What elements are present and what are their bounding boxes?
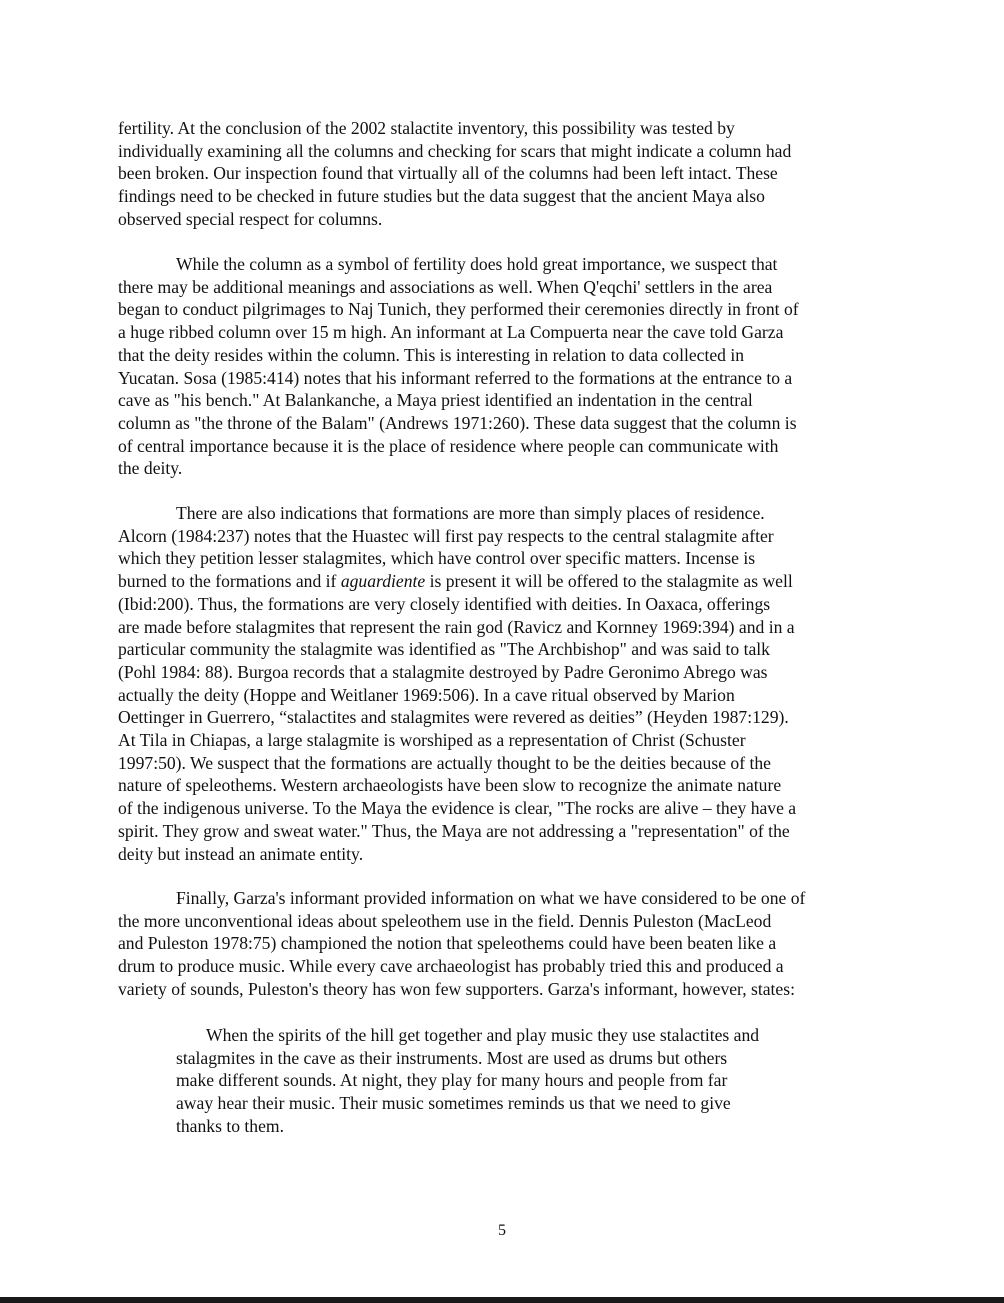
text-line: are made before stalagmites that represent the rain god (Ravicz and Kornney 1969:394) and in a (118, 616, 795, 637)
text-line: (Pohl 1984: 88). Burgoa records that a stalagmite destroyed by Padre Geronimo Abrego was (118, 661, 768, 682)
paragraph-1 (118, 117, 888, 231)
text-line: Oettinger in Guerrero, “stalactites and stalagmites were revered as deities” (Heyden 1987:129). (118, 707, 789, 728)
text-line: variety of sounds, Puleston's theory has won few supporters. Garza's informant, however, states: (118, 978, 795, 999)
text-line: of the indigenous universe. To the Maya the evidence is clear, "The rocks are alive – they have a (118, 798, 797, 819)
text-line: Yucatan. Sosa (1985:414) notes that his informant referred to the formations at the entrance to a (118, 367, 793, 388)
paragraph-3 (118, 502, 888, 865)
text-line: a huge ribbed column over 15 m high. An informant at La Compuerta near the cave told Garza (118, 322, 784, 343)
paragraph-2 (118, 253, 888, 480)
italic-term: aguardiente (340, 571, 426, 592)
text-line: began to conduct pilgrimages to Naj Tunich, they performed their ceremonies directly in front of (118, 299, 799, 320)
text-line: (Ibid:200). Thus, the formations are very closely identified with deities. In Oaxaca, offerings (118, 593, 771, 614)
text-line: there may be additional meanings and associations as well. When Q'eqchi' settlers in the area (118, 276, 773, 297)
paragraph-4 (118, 887, 888, 1001)
text-line: been broken. Our inspection found that virtually all of the columns had been left intact. These (118, 163, 778, 184)
quote-line: When the spirits of the hill get together and play music they use stalactites and (206, 1025, 760, 1045)
text-line: nature of speleothems. Western archaeologists have been slow to recognize the animate nature (118, 775, 782, 796)
text-segment: burned to the formations and if (118, 571, 341, 592)
text-line: drum to produce music. While every cave archaeologist has probably tried this and produced a (118, 956, 784, 977)
text-line-with-italic (118, 570, 888, 593)
text-line: cave as "his bench." At Balankanche, a Maya priest identified an indentation in the central (118, 390, 753, 411)
text-line: Finally, Garza's informant provided information on what we have considered to be one of (176, 888, 806, 908)
text-line: There are also indications that formations are more than simply places of residence. (176, 503, 765, 523)
page-number: 5 (498, 1222, 506, 1239)
text-line: that the deity resides within the column. This is interesting in relation to data collected in (118, 344, 745, 365)
text-line: of central importance because it is the place of residence where people can communicate with (118, 435, 779, 456)
text-line: the more unconventional ideas about speleothem use in the field. Dennis Puleston (MacLeod (118, 910, 772, 931)
bottom-border-rule (0, 1297, 1004, 1303)
text-line: column as "the throne of the Balam" (Andrews 1971:260). These data suggest that the column is (118, 412, 797, 433)
text-line: observed special respect for columns. (118, 208, 383, 229)
text-line: spirit. They grow and sweat water." Thus, the Maya are not addressing a "representation" of the (118, 820, 790, 841)
text-line: the deity. (118, 458, 183, 479)
text-line: individually examining all the columns and checking for scars that might indicate a column had (118, 140, 792, 161)
block-quote (176, 1024, 836, 1138)
text-line: particular community the stalagmite was identified as "The Archbishop" and was said to talk (118, 639, 770, 660)
text-line: actually the deity (Hoppe and Weitlaner 1969:506). In a cave ritual observed by Marion (118, 684, 735, 705)
text-line: While the column as a symbol of fertility does hold great importance, we suspect that (176, 254, 778, 274)
quote-line: thanks to them. (176, 1115, 284, 1136)
text-line: Alcorn (1984:237) notes that the Huastec will first pay respects to the central stalagmite after (118, 525, 774, 546)
quote-line: stalagmites in the cave as their instruments. Most are used as drums but others (176, 1047, 728, 1068)
text-segment: is present it will be offered to the stalagmite as well (425, 571, 793, 592)
text-line: which they petition lesser stalagmites, which have control over specific matters. Incense is (118, 548, 756, 569)
text-line: and Puleston 1978:75) championed the notion that speleothems could have been beaten like a (118, 933, 777, 954)
quote-line: away hear their music. Their music sometimes reminds us that we need to give (176, 1093, 731, 1114)
text-line: fertility. At the conclusion of the 2002 stalactite inventory, this possibility was tested by (118, 118, 735, 138)
text-line: At Tila in Chiapas, a large stalagmite is worshiped as a representation of Christ (Schuster (118, 730, 746, 751)
text-line: 1997:50). We suspect that the formations are actually thought to be the deities because of the (118, 752, 771, 773)
quote-line: make different sounds. At night, they play for many hours and people from far (176, 1070, 728, 1091)
text-line: findings need to be checked in future studies but the data suggest that the ancient Maya also (118, 186, 765, 207)
text-line: deity but instead an animate entity. (118, 843, 364, 864)
